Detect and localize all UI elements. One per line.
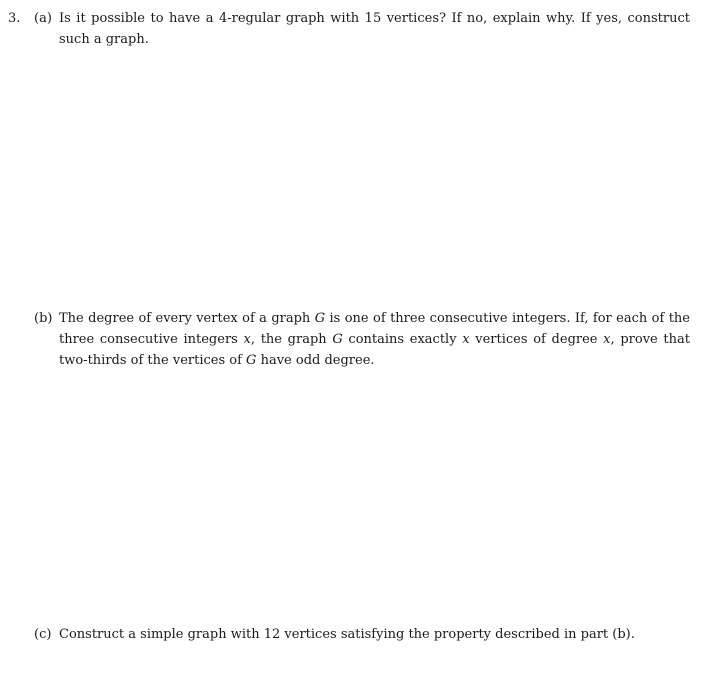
math-variable: G: [246, 353, 257, 368]
part-c-text: Construct a simple graph with 12 vertices satisfying the property described in part (b).: [59, 627, 635, 642]
math-variable: x: [603, 332, 611, 347]
part-b: [34, 308, 690, 371]
part-a: [34, 8, 690, 50]
part-b-text-seg: vertices of degree: [469, 332, 604, 347]
part-b-text-seg: , the graph: [250, 332, 333, 347]
part-b-text-seg: have odd degree.: [256, 353, 375, 368]
part-c: [34, 624, 690, 645]
part-b-text-seg: , prove that two-thirds of the vertices of: [59, 332, 690, 368]
math-variable: x: [243, 332, 251, 347]
part-b-text: [59, 308, 690, 371]
part-a-text: Is it possible to have a 4-regular graph with 15 vertices? If no, explain why. If yes, construct such a graph.: [59, 11, 690, 47]
problem-number: 3.: [8, 11, 21, 26]
part-b-label: (b): [34, 311, 53, 326]
math-variable: G: [314, 311, 326, 326]
math-variable: G: [332, 332, 343, 347]
part-b-text-seg: is one of three consecutive integers. If, for each of the three consecutive integers: [59, 311, 690, 347]
part-c-label: (c): [34, 627, 52, 642]
part-b-text-seg: contains exactly: [342, 332, 463, 347]
part-a-label: (a): [34, 11, 52, 26]
part-b-text-seg: The degree of every vertex of a graph: [59, 311, 315, 326]
math-variable: x: [462, 332, 470, 347]
